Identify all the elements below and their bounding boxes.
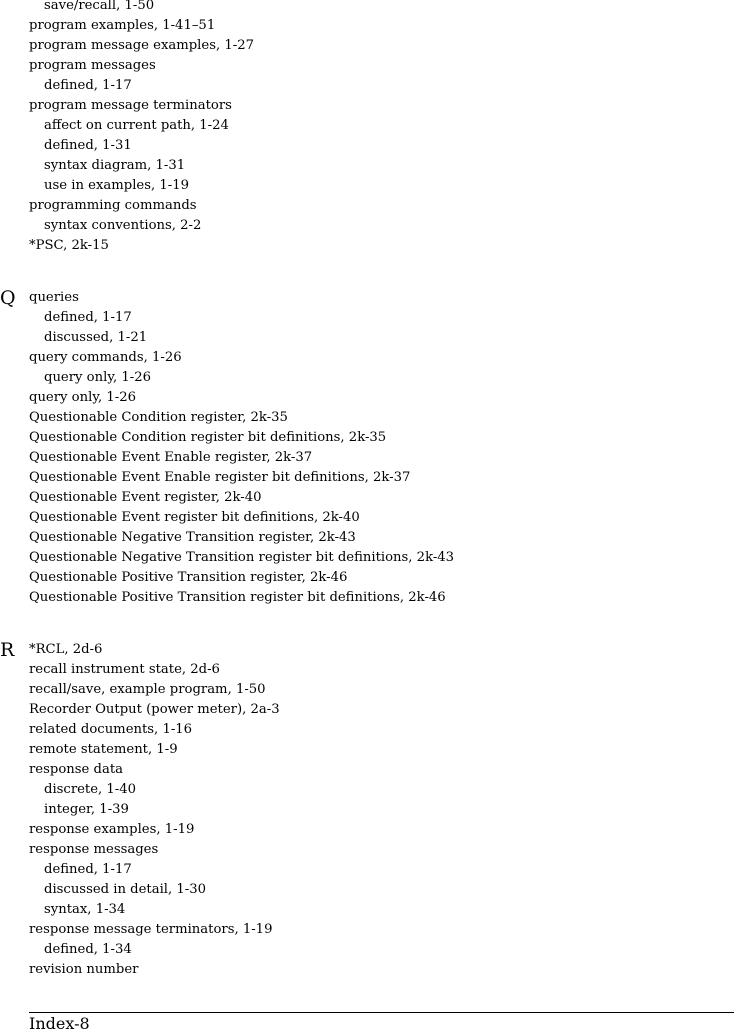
index-subentry: syntax diagram, 1-31 [44, 158, 186, 173]
section-letter: Q [0, 287, 16, 309]
index-entry: Questionable Negative Transition register, 2k-43 [29, 530, 356, 545]
index-subentry: defined, 1-17 [44, 862, 132, 877]
index-entry: program examples, 1-41–51 [29, 18, 216, 33]
index-subentry: query only, 1-26 [44, 370, 152, 385]
index-subentry: save/recall, 1-50 [44, 0, 155, 13]
index-subentry: use in examples, 1-19 [44, 178, 190, 193]
index-entry: response examples, 1-19 [29, 822, 195, 837]
index-entries [29, 640, 280, 980]
index-subentry: affect on current path, 1-24 [44, 118, 229, 133]
index-subentry: defined, 1-17 [44, 78, 132, 93]
index-entry: program message examples, 1-27 [29, 38, 254, 53]
index-entry: query only, 1-26 [29, 390, 137, 405]
index-entry: *RCL, 2d-6 [29, 642, 103, 657]
index-entry: Questionable Event Enable register, 2k-37 [29, 450, 313, 465]
index-entry: queries [29, 290, 79, 305]
index-entry: Questionable Condition register bit definitions, 2k-35 [29, 430, 387, 445]
index-entry: remote statement, 1-9 [29, 742, 178, 757]
footer-rule [29, 1012, 734, 1013]
index-entry: Questionable Event Enable register bit definitions, 2k-37 [29, 470, 411, 485]
index-entry: Recorder Output (power meter), 2a-3 [29, 702, 280, 717]
index-entries [29, 288, 454, 608]
index-entry: Questionable Event register bit definitions, 2k-40 [29, 510, 360, 525]
index-subentry: defined, 1-17 [44, 310, 132, 325]
index-entry: Questionable Event register, 2k-40 [29, 490, 262, 505]
index-entry: recall/save, example program, 1-50 [29, 682, 266, 697]
index-entry: recall instrument state, 2d-6 [29, 662, 220, 677]
section-letter: R [0, 639, 15, 661]
page-number: Index-8 [29, 1014, 90, 1033]
index-entry: programming commands [29, 198, 197, 213]
index-subentry: discussed, 1-21 [44, 330, 148, 345]
index-entry: Questionable Positive Transition register bit definitions, 2k-46 [29, 590, 446, 605]
index-entry: Questionable Condition register, 2k-35 [29, 410, 288, 425]
index-entry: response messages [29, 842, 159, 857]
index-entry: program messages [29, 58, 156, 73]
index-entry: response message terminators, 1-19 [29, 922, 273, 937]
index-subentry: syntax, 1-34 [44, 902, 126, 917]
index-entries [29, 0, 254, 256]
index-entry: program message terminators [29, 98, 232, 113]
index-entry: response data [29, 762, 123, 777]
index-subentry: discussed in detail, 1-30 [44, 882, 207, 897]
index-entry: *PSC, 2k-15 [29, 238, 109, 253]
index-subentry: integer, 1-39 [44, 802, 129, 817]
index-entry: query commands, 1-26 [29, 350, 182, 365]
index-subentry: defined, 1-31 [44, 138, 132, 153]
index-entry: Questionable Negative Transition register bit definitions, 2k-43 [29, 550, 455, 565]
index-entry: revision number [29, 962, 139, 977]
index-entry: Questionable Positive Transition register, 2k-46 [29, 570, 348, 585]
index-subentry: syntax conventions, 2-2 [44, 218, 202, 233]
index-subentry: defined, 1-34 [44, 942, 132, 957]
index-subentry: discrete, 1-40 [44, 782, 137, 797]
index-entry: related documents, 1-16 [29, 722, 193, 737]
